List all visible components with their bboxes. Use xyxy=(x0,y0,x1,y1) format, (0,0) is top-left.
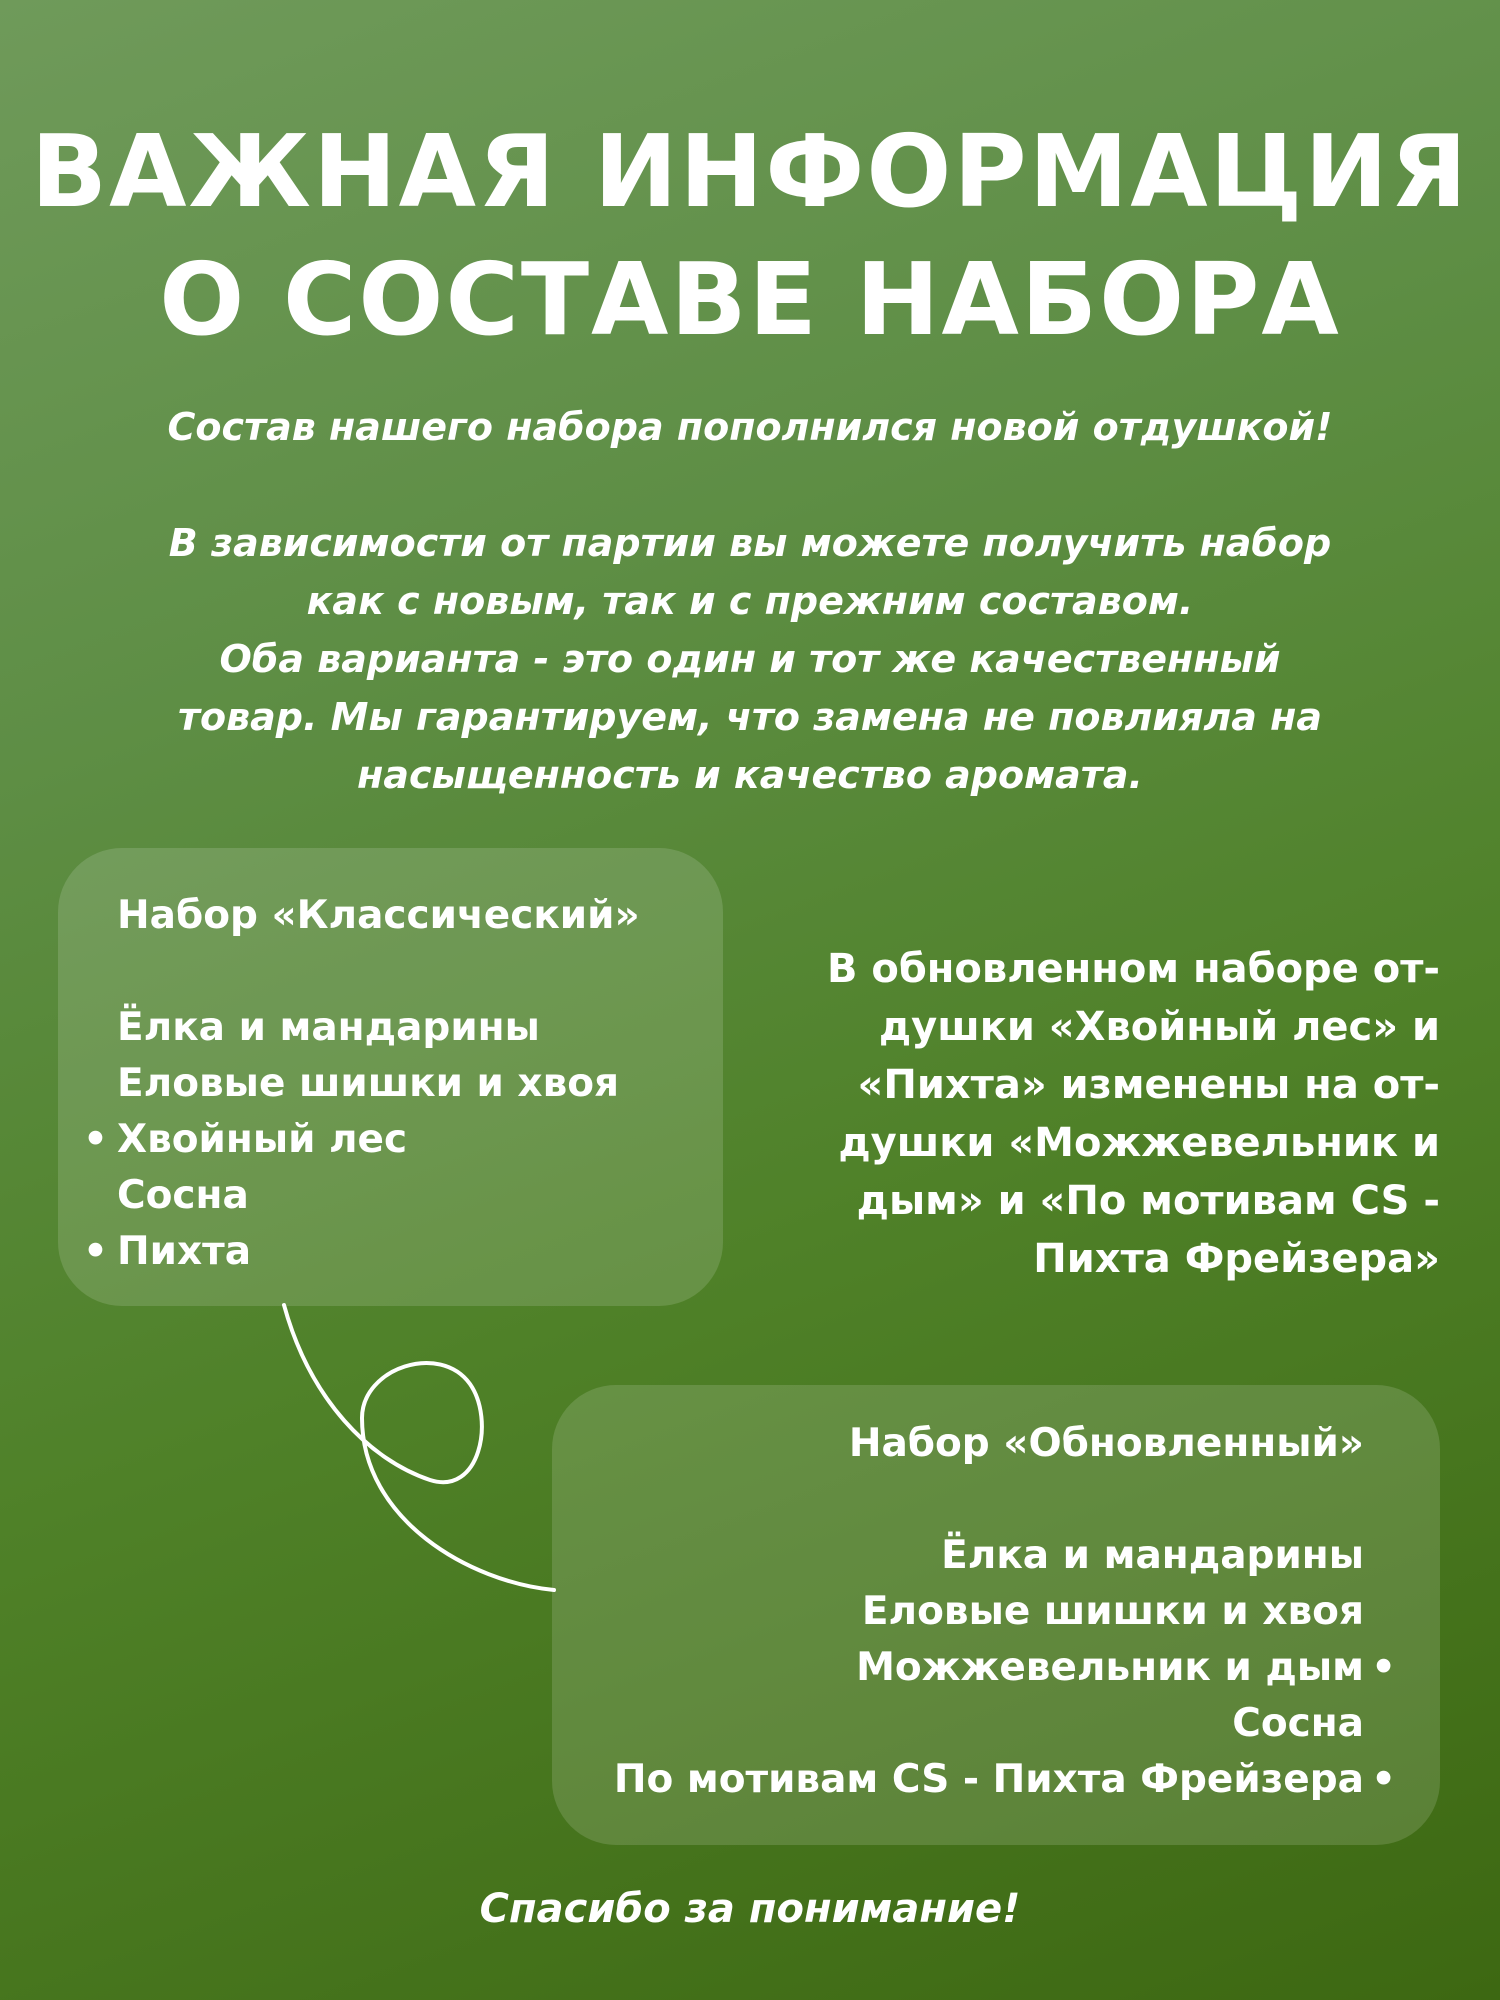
note-line: «Пихта» изменены на от- xyxy=(857,1062,1440,1108)
bullet-icon: • xyxy=(83,1117,108,1162)
bullet-icon: • xyxy=(1371,1757,1396,1802)
classic-set-list xyxy=(83,888,640,1280)
change-note xyxy=(800,940,1440,1288)
list-item: Еловые шишки и хвоя xyxy=(861,1589,1364,1634)
list-item: Еловые шишки и хвоя xyxy=(117,1061,620,1106)
thanks-text: Спасибо за понимание! xyxy=(479,1886,1021,1932)
updated-set-title: Набор «Обновленный» xyxy=(848,1421,1364,1466)
intro-headline: Состав нашего набора пополнился новой отдушкой! xyxy=(167,405,1333,449)
bullet-icon: • xyxy=(83,1229,108,1274)
classic-set-title: Набор «Классический» xyxy=(117,893,640,938)
title-line-2: О СОСТАВЕ НАБОРА xyxy=(159,241,1341,358)
list-item: По мотивам CS - Пихта Фрейзера • xyxy=(614,1752,1364,1808)
intro-line: В зависимости от партии вы можете получить набор xyxy=(168,521,1332,565)
intro-line: как с новым, так и с прежним составом. xyxy=(306,579,1194,623)
note-line: Пихта Фрейзера» xyxy=(1033,1236,1440,1282)
updated-set-list xyxy=(613,1416,1396,1808)
list-item: Ёлка и мандарины xyxy=(117,1005,540,1050)
list-item: Можжевельник и дым • xyxy=(614,1640,1364,1696)
title-line-1: ВАЖНАЯ ИНФОРМАЦИЯ xyxy=(30,113,1470,230)
bullet-icon: • xyxy=(1371,1645,1396,1690)
intro-line: Оба варианта - это один и тот же качественный xyxy=(219,637,1281,681)
list-item: Сосна xyxy=(1232,1701,1364,1746)
note-line: душки «Можжевельник и xyxy=(838,1120,1440,1166)
note-line: дым» и «По мотивам CS - xyxy=(856,1178,1440,1224)
note-line: В обновленном наборе от- xyxy=(826,946,1440,992)
intro-line: товар. Мы гарантируем, что замена не повлияла на xyxy=(177,695,1323,739)
note-line: душки «Хвойный лес» и xyxy=(878,1004,1440,1050)
list-item: • Хвойный лес xyxy=(117,1112,640,1168)
intro-line: насыщенность и качество аромата. xyxy=(357,753,1143,797)
list-item: • Пихта xyxy=(117,1224,640,1280)
list-item: Сосна xyxy=(117,1173,249,1218)
list-item: Ёлка и мандарины xyxy=(941,1533,1364,1578)
